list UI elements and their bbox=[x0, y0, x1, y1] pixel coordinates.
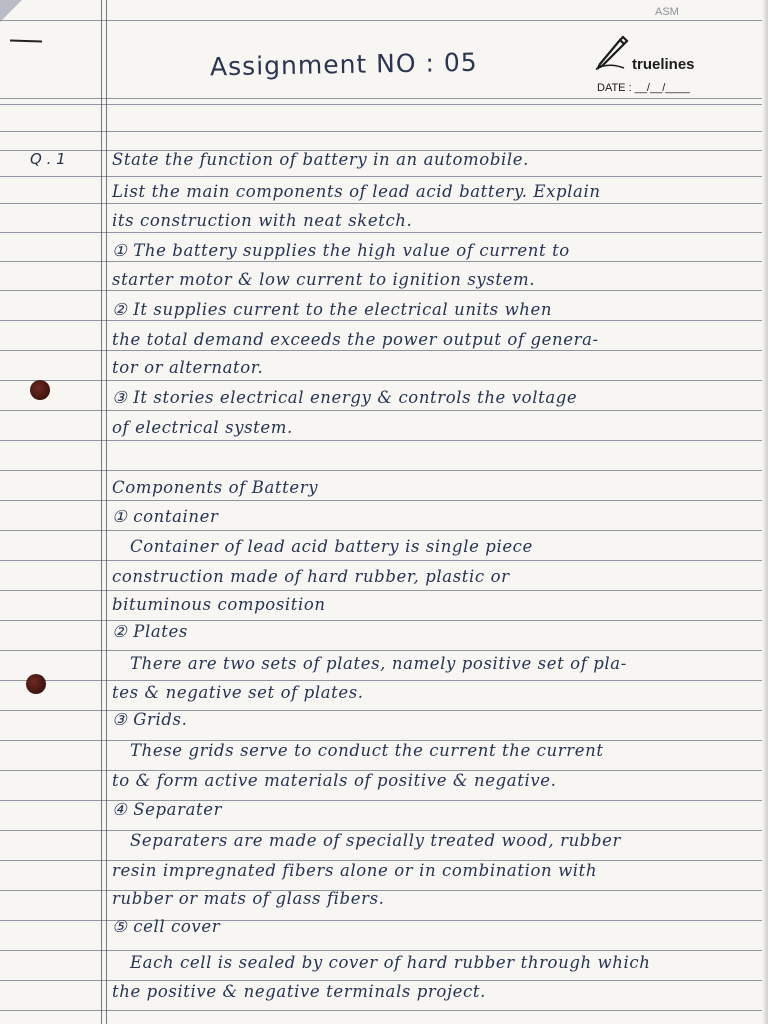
page-edge bbox=[762, 0, 768, 1024]
brand-name: truelines bbox=[632, 56, 695, 73]
ink-dash-mark bbox=[10, 39, 42, 42]
text-line: resin impregnated fibers alone or in combination with bbox=[112, 861, 598, 880]
date-field: DATE : __/__/____ bbox=[597, 82, 690, 94]
margin-line-right bbox=[106, 0, 107, 1024]
text-line: ② It supplies current to the electrical units when bbox=[112, 300, 553, 319]
page-title: Assignment NO : 05 bbox=[209, 47, 478, 82]
text-line: ③ Grids. bbox=[112, 710, 188, 729]
text-line: Container of lead acid battery is single piece bbox=[130, 537, 533, 556]
text-line: ④ Separater bbox=[112, 800, 223, 819]
text-line: the total demand exceeds the power output of genera- bbox=[112, 330, 599, 349]
text-line: ③ It stories electrical energy & controls the voltage bbox=[112, 388, 578, 407]
text-line: There are two sets of plates, namely positive set of pla- bbox=[130, 654, 627, 673]
text-line: to & form active materials of positive & negative. bbox=[112, 771, 557, 790]
text-line: tes & negative set of plates. bbox=[112, 683, 364, 702]
text-line: List the main components of lead acid battery. Explain bbox=[112, 182, 601, 201]
text-line: ⑤ cell cover bbox=[112, 917, 221, 936]
text-line: Each cell is sealed by cover of hard rubber through which bbox=[130, 953, 651, 972]
text-line: ① The battery supplies the high value of current to bbox=[112, 241, 570, 260]
margin-line-left bbox=[101, 0, 102, 1024]
text-line: its construction with neat sketch. bbox=[112, 211, 413, 230]
text-line: construction made of hard rubber, plastic or bbox=[112, 567, 510, 586]
text-line: State the function of battery in an automobile. bbox=[112, 150, 529, 169]
binder-hole bbox=[30, 380, 50, 400]
text-line: These grids serve to conduct the current the current bbox=[130, 741, 604, 760]
text-line: bituminous composition bbox=[112, 595, 326, 614]
text-line: of electrical system. bbox=[112, 418, 293, 437]
text-line: rubber or mats of glass fibers. bbox=[112, 889, 385, 908]
corner-note: ASM bbox=[655, 6, 679, 18]
pencil-logo-icon bbox=[594, 34, 630, 70]
notebook-brand bbox=[592, 34, 742, 104]
question-number: Q . 1 bbox=[30, 150, 66, 168]
text-line: starter motor & low current to ignition system. bbox=[112, 270, 536, 289]
text-line: tor or alternator. bbox=[112, 358, 264, 377]
page-corner-fold bbox=[0, 0, 22, 22]
text-line: the positive & negative terminals project. bbox=[112, 982, 486, 1001]
section-heading: Components of Battery bbox=[112, 478, 319, 497]
text-line: Separaters are made of specially treated wood, rubber bbox=[130, 831, 621, 850]
binder-hole bbox=[26, 674, 46, 694]
text-line: ① container bbox=[112, 507, 219, 526]
text-line: ② Plates bbox=[112, 622, 188, 641]
